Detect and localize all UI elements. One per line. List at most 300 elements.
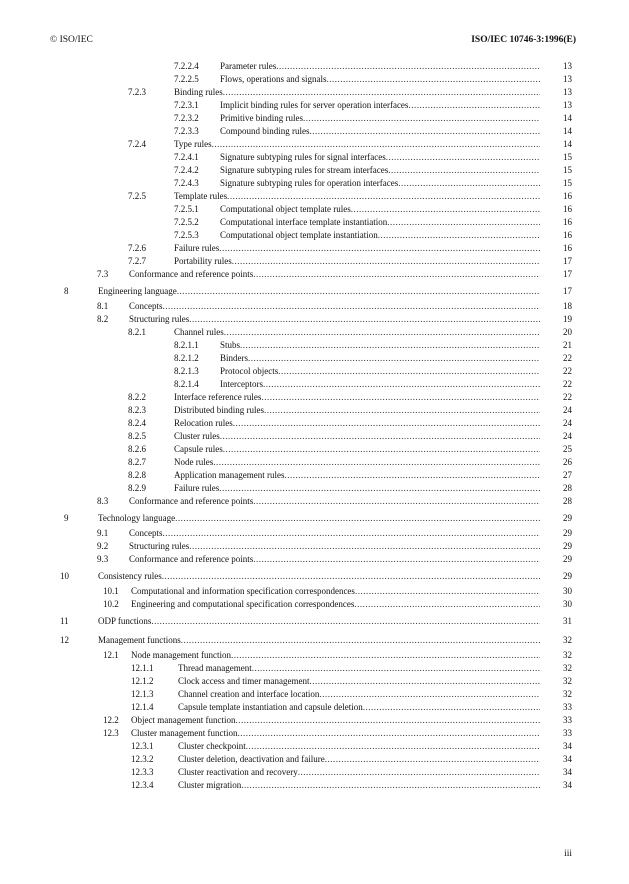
toc-entry-title-line (178, 779, 540, 792)
toc-entry-title[interactable]: Cluster checkpoint (178, 741, 246, 751)
toc-entry-page: 14 (563, 126, 572, 136)
toc-entry-page: 15 (563, 165, 572, 175)
toc-entry-page: 17 (563, 286, 572, 296)
dot-leader (219, 242, 540, 255)
toc-entry-title-line (129, 268, 540, 281)
dot-leader (177, 285, 540, 298)
toc-entry-title[interactable]: Structuring rules (129, 314, 190, 324)
toc-entry[interactable] (0, 60, 629, 73)
toc-entry-title[interactable]: Conformance and reference points (129, 269, 254, 279)
dot-leader (310, 125, 541, 138)
toc-entry[interactable] (0, 482, 629, 495)
toc-entry[interactable] (0, 527, 629, 540)
toc-entry-title-line (98, 285, 540, 298)
toc-entry-title[interactable]: Engineering language (98, 286, 177, 296)
toc-entry-page: 13 (563, 100, 572, 110)
toc-entry-title-line (178, 688, 540, 701)
toc-entry-title[interactable]: Signature subtyping rules for signal interfaces (220, 152, 386, 162)
toc-entry-number: 8.3 (97, 496, 109, 506)
toc-entry[interactable] (0, 203, 629, 216)
toc-entry-page: 33 (563, 702, 572, 712)
toc-entry[interactable] (0, 86, 629, 99)
toc-entry-page: 22 (563, 392, 572, 402)
toc-entry-number: 8.2.4 (128, 418, 146, 428)
toc-entry-number: 12.1.3 (131, 689, 154, 699)
dot-leader (253, 268, 540, 281)
toc-entry[interactable] (0, 649, 629, 662)
toc-entry[interactable] (0, 339, 629, 352)
header-standard-id: ISO/IEC 10746-3:1996(E) (471, 35, 576, 45)
toc-entry-page: 14 (563, 113, 572, 123)
toc-entry-title[interactable]: Computational and information specification correspondences (131, 586, 355, 596)
dot-leader (378, 229, 540, 242)
dot-leader (387, 216, 540, 229)
toc-entry-title[interactable]: Binding rules (174, 87, 223, 97)
toc-entry[interactable] (0, 714, 629, 727)
toc-entry[interactable] (0, 112, 629, 125)
toc-entry-title-line (178, 701, 540, 714)
toc-entry[interactable] (0, 740, 629, 753)
toc-entry-title[interactable]: Cluster management function (131, 728, 238, 738)
toc-entry-number: 7.2.5.1 (174, 204, 199, 214)
toc-entry-title-line (174, 456, 540, 469)
toc-entry-title[interactable]: Implicit binding rules for server operation interfaces (220, 100, 409, 110)
dot-leader (278, 365, 540, 378)
toc-entry[interactable] (0, 404, 629, 417)
toc-entry-number: 7.2.4.1 (174, 152, 199, 162)
dot-leader (220, 430, 540, 443)
toc-entry-page: 17 (563, 269, 572, 279)
toc-entry-title[interactable]: Signature subtyping rules for stream interfaces (220, 165, 389, 175)
toc-entry[interactable] (0, 675, 629, 688)
toc-entry-number: 8.2.9 (128, 483, 146, 493)
toc-entry-title-line (98, 615, 540, 628)
toc-entry[interactable] (0, 469, 629, 482)
toc-entry-page: 13 (563, 74, 572, 84)
toc-entry-title[interactable]: Capsule template instantiation and capsule deletion (178, 702, 363, 712)
toc-entry-title-line (178, 753, 540, 766)
toc-entry-title-line (129, 527, 540, 540)
toc-entry-number: 7.2.7 (128, 256, 146, 266)
toc-entry-page: 32 (563, 663, 572, 673)
toc-entry[interactable] (0, 727, 629, 740)
toc-entry[interactable] (0, 598, 629, 611)
toc-entry-title-line (174, 326, 540, 339)
toc-entry[interactable] (0, 242, 629, 255)
toc-entry-title-line (220, 203, 540, 216)
toc-entry-title[interactable]: Computational object template rules (220, 204, 351, 214)
toc-entry-number: 7.2.2.4 (174, 61, 199, 71)
toc-entry-title[interactable]: Signature subtyping rules for operation interfaces (220, 178, 399, 188)
toc-entry-number: 7.2.3 (128, 87, 146, 97)
toc-entry[interactable] (0, 300, 629, 313)
dot-leader (235, 714, 540, 727)
toc-entry[interactable] (0, 313, 629, 326)
toc-entry[interactable] (0, 540, 629, 553)
toc-entry[interactable] (0, 779, 629, 792)
toc-entry-title[interactable]: Computational interface template instantiation (220, 217, 388, 227)
header-copyright: © ISO/IEC (50, 35, 93, 45)
toc-entry[interactable] (0, 285, 629, 298)
dot-leader (212, 138, 540, 151)
toc-entry-page: 25 (563, 444, 572, 454)
toc-entry[interactable] (0, 456, 629, 469)
dot-leader (224, 326, 540, 339)
page-number: iii (564, 849, 572, 859)
toc-entry[interactable] (0, 190, 629, 203)
toc-entry-title[interactable]: Conformance and reference points (129, 496, 254, 506)
toc-entry-title-line (220, 216, 540, 229)
toc-entry[interactable] (0, 125, 629, 138)
toc-entry-number: 8.2.1.1 (174, 340, 199, 350)
toc-entry-page: 21 (563, 340, 572, 350)
dot-leader (162, 570, 540, 583)
toc-entry-title[interactable]: Cluster rules (174, 431, 220, 441)
toc-entry[interactable] (0, 177, 629, 190)
toc-entry-page: 26 (563, 457, 572, 467)
toc-entry[interactable] (0, 391, 629, 404)
toc-entry-number: 7.2.4 (128, 139, 146, 149)
toc-entry[interactable] (0, 495, 629, 508)
toc-entry-number: 8.2.3 (128, 405, 146, 415)
toc-entry-page: 18 (563, 301, 572, 311)
dot-leader (355, 585, 540, 598)
toc-entry-title-line (220, 339, 540, 352)
toc-entry-number: 10.2 (103, 599, 119, 609)
toc-entry-page: 22 (563, 379, 572, 389)
toc-entry[interactable] (0, 326, 629, 339)
toc-entry-page: 32 (563, 676, 572, 686)
toc-entry-page: 29 (563, 541, 572, 551)
toc-entry-title[interactable]: Stubs (220, 340, 241, 350)
toc-entry[interactable] (0, 417, 629, 430)
toc-entry-title[interactable]: Clock access and timer management (178, 676, 310, 686)
dot-leader (386, 151, 540, 164)
toc-entry-title[interactable]: Capsule rules (174, 444, 223, 454)
toc-entry-page: 16 (563, 230, 572, 240)
toc-entry-title[interactable]: Technology language (98, 513, 176, 523)
toc-entry-title-line (220, 378, 540, 391)
dot-leader (189, 540, 540, 553)
toc-entry-title[interactable]: Node management function (131, 650, 231, 660)
dot-leader (284, 469, 540, 482)
toc-entry[interactable] (0, 634, 629, 647)
toc-entry[interactable] (0, 753, 629, 766)
toc-entry-number: 7.2.2.5 (174, 74, 199, 84)
toc-entry-page: 30 (563, 586, 572, 596)
dot-leader (408, 99, 540, 112)
toc-entry[interactable] (0, 151, 629, 164)
toc-entry-title-line (220, 73, 540, 86)
toc-entry-page: 16 (563, 217, 572, 227)
toc-entry-title[interactable]: Channel creation and interface location (178, 689, 320, 699)
toc-entry-page: 32 (563, 650, 572, 660)
toc-entry-title-line (220, 229, 540, 242)
toc-entry-title-line (220, 164, 540, 177)
toc-entry-title[interactable]: Structuring rules (129, 541, 190, 551)
toc-entry-page: 34 (563, 741, 572, 751)
toc-entry-title-line (129, 553, 540, 566)
toc-entry-number: 7.2.3.2 (174, 113, 199, 123)
toc-entry-title-line (174, 417, 540, 430)
toc-entry-title[interactable]: Flows, operations and signals (220, 74, 327, 84)
dot-leader (263, 378, 540, 391)
toc-entry-page: 24 (563, 405, 572, 415)
toc-entry[interactable] (0, 553, 629, 566)
toc-entry-title-line (220, 151, 540, 164)
dot-leader (246, 740, 540, 753)
toc-entry-title[interactable]: Failure rules (174, 243, 220, 253)
toc-entry-title-line (131, 649, 540, 662)
toc-entry-title[interactable]: Type rules (174, 139, 212, 149)
toc-entry-number: 8.2.1.2 (174, 353, 199, 363)
toc-entry-number: 9.2 (97, 541, 109, 551)
dot-leader (213, 456, 540, 469)
toc-entry-number: 12.1.2 (131, 676, 154, 686)
dot-leader (253, 553, 540, 566)
toc-entry-title[interactable]: Relocation rules (174, 418, 233, 428)
toc-entry-title[interactable]: Cluster reactivation and recovery (178, 767, 298, 777)
dot-leader (351, 203, 540, 216)
toc-entry-title-line (220, 352, 540, 365)
dot-leader (276, 60, 540, 73)
toc-entry[interactable] (0, 365, 629, 378)
toc-entry-number: 10 (60, 571, 69, 581)
dot-leader (327, 73, 541, 86)
toc-entry-title[interactable]: Primitive binding rules (220, 113, 303, 123)
toc-entry[interactable] (0, 662, 629, 675)
dot-leader (163, 300, 541, 313)
toc-entry-title-line (131, 714, 540, 727)
toc-entry-number: 7.2.5.3 (174, 230, 199, 240)
toc-entry-number: 8.2.1 (128, 327, 146, 337)
toc-entry-title[interactable]: Parameter rules (220, 61, 277, 71)
dot-leader (264, 404, 540, 417)
toc-entry-title[interactable]: Engineering and computational specification correspondences (131, 599, 355, 609)
dot-leader (298, 766, 540, 779)
dot-leader (175, 512, 540, 525)
toc-entry-title-line (174, 443, 540, 456)
toc-entry-number: 8.2.7 (128, 457, 146, 467)
dot-leader (303, 112, 540, 125)
toc-entry-page: 34 (563, 767, 572, 777)
toc-entry-number: 12.1 (103, 650, 119, 660)
toc-entry-page: 28 (563, 483, 572, 493)
toc-entry-number: 12.1.1 (131, 663, 154, 673)
toc-entry-number: 7.2.4.3 (174, 178, 199, 188)
toc-entry-page: 32 (563, 635, 572, 645)
toc-entry-title[interactable]: Thread management (178, 663, 252, 673)
toc-entry[interactable] (0, 443, 629, 456)
toc-entry-page: 19 (563, 314, 572, 324)
toc-entry-page: 34 (563, 754, 572, 764)
toc-entry-title[interactable]: Channel rules (174, 327, 224, 337)
toc-entry-number: 7.2.5 (128, 191, 146, 201)
dot-leader (240, 339, 540, 352)
toc-entry-page: 16 (563, 243, 572, 253)
dot-leader (241, 779, 540, 792)
toc-entry-page: 29 (563, 513, 572, 523)
toc-entry-title[interactable]: Concepts (129, 301, 163, 311)
toc-entry-title[interactable]: Consistency rules (98, 571, 162, 581)
toc-entry-title[interactable]: Binders (220, 353, 248, 363)
dot-leader (237, 727, 540, 740)
toc-entry[interactable] (0, 216, 629, 229)
toc-entry-title[interactable]: Cluster deletion, deactivation and failure (178, 754, 325, 764)
dot-leader (398, 177, 540, 190)
toc-entry[interactable] (0, 255, 629, 268)
toc-entry-title-line (174, 482, 540, 495)
toc-entry-page: 22 (563, 366, 572, 376)
toc-entry-number: 7.2.4.2 (174, 165, 199, 175)
toc-entry-page: 28 (563, 496, 572, 506)
toc-entry-title-line (174, 190, 540, 203)
toc-entry-title-line (220, 365, 540, 378)
toc-entry-number: 10.1 (103, 586, 119, 596)
toc-entry-title-line (129, 300, 540, 313)
toc-entry[interactable] (0, 164, 629, 177)
toc-entry-number: 12 (60, 635, 69, 645)
dot-leader (261, 391, 540, 404)
toc-entry-title[interactable]: Distributed binding rules (174, 405, 264, 415)
toc-entry[interactable] (0, 570, 629, 583)
toc-entry-title-line (131, 598, 540, 611)
dot-leader (151, 615, 540, 628)
toc-entry-number: 8.2.2 (128, 392, 146, 402)
toc-entry-title-line (178, 662, 540, 675)
toc-entry-title[interactable]: Template rules (174, 191, 228, 201)
toc-entry-title[interactable]: Application management rules (174, 470, 285, 480)
toc-entry-title[interactable]: Cluster migration (178, 780, 242, 790)
dot-leader (388, 164, 540, 177)
dot-leader (219, 482, 540, 495)
toc-entry-number: 11 (60, 616, 69, 626)
toc-entry-title[interactable]: ODP functions (98, 616, 152, 626)
toc-entry-title[interactable]: Interface reference rules (174, 392, 262, 402)
dot-leader (319, 688, 540, 701)
toc-entry-title-line (220, 112, 540, 125)
toc-entry-number: 8.2.1.4 (174, 379, 199, 389)
toc-entry-number: 7.2.3.3 (174, 126, 199, 136)
toc-entry[interactable] (0, 138, 629, 151)
toc-entry-title[interactable]: Management functions (98, 635, 181, 645)
toc-entry-title[interactable]: Compound binding rules (220, 126, 310, 136)
toc-entry[interactable] (0, 430, 629, 443)
toc-entry-title-line (178, 740, 540, 753)
toc-entry[interactable] (0, 766, 629, 779)
toc-entry-title[interactable]: Failure rules (174, 483, 220, 493)
toc-entry-number: 9 (64, 513, 69, 523)
toc-entry[interactable] (0, 585, 629, 598)
toc-entry-title-line (129, 540, 540, 553)
toc-entry-title[interactable]: Conformance and reference points (129, 554, 254, 564)
toc-entry[interactable] (0, 701, 629, 714)
dot-leader (233, 417, 540, 430)
toc-entry-number: 7.2.5.2 (174, 217, 199, 227)
toc-entry[interactable] (0, 688, 629, 701)
toc-entry-title-line (131, 585, 540, 598)
toc-entry-title-line (220, 99, 540, 112)
toc-entry-page: 16 (563, 191, 572, 201)
toc-entry-title-line (98, 512, 540, 525)
toc-entry-number: 8.2.8 (128, 470, 146, 480)
toc-entry-page: 29 (563, 571, 572, 581)
toc-entry-page: 15 (563, 152, 572, 162)
toc-entry-title-line (98, 570, 540, 583)
toc-entry-title-line (174, 255, 540, 268)
toc-entry[interactable] (0, 229, 629, 242)
dot-leader (231, 649, 540, 662)
dot-leader (227, 190, 540, 203)
toc-entry-title-line (174, 242, 540, 255)
toc-entry-page: 31 (563, 616, 572, 626)
toc-entry-number: 12.2 (103, 715, 119, 725)
toc-entry-number: 8.2.1.3 (174, 366, 199, 376)
toc-entry-page: 15 (563, 178, 572, 188)
toc-entry-number: 8.2.6 (128, 444, 146, 454)
toc-entry-title-line (174, 404, 540, 417)
toc-entry-title-line (220, 60, 540, 73)
dot-leader (252, 662, 540, 675)
toc-entry-number: 7.2.6 (128, 243, 146, 253)
toc-entry[interactable] (0, 615, 629, 628)
toc-entry-title[interactable]: Interceptors (220, 379, 263, 389)
toc-entry-title-line (129, 313, 540, 326)
toc-entry-title-line (174, 86, 540, 99)
toc-entry-title[interactable]: Protocol objects (220, 366, 279, 376)
toc-entry-number: 12.1.4 (131, 702, 154, 712)
toc-entry[interactable] (0, 73, 629, 86)
toc-entry-number: 9.3 (97, 554, 109, 564)
toc-entry-page: 13 (563, 61, 572, 71)
toc-entry[interactable] (0, 378, 629, 391)
toc-entry-page: 24 (563, 431, 572, 441)
toc-entry-page: 32 (563, 689, 572, 699)
toc-entry-title-line (174, 391, 540, 404)
toc-entry-title[interactable]: Concepts (129, 528, 163, 538)
toc-entry[interactable] (0, 352, 629, 365)
toc-entry-title[interactable]: Object management function (131, 715, 236, 725)
toc-entry-title[interactable]: Node rules (174, 457, 214, 467)
toc-entry-number: 12.3 (103, 728, 119, 738)
dot-leader (181, 634, 540, 647)
dot-leader (363, 701, 540, 714)
dot-leader (232, 255, 540, 268)
toc-entry-number: 8.2 (97, 314, 109, 324)
toc-entry-title-line (178, 766, 540, 779)
toc-entry-title-line (174, 430, 540, 443)
toc-entry-page: 14 (563, 139, 572, 149)
toc-entry-title-line (98, 634, 540, 647)
dot-leader (163, 527, 541, 540)
toc-entry[interactable] (0, 512, 629, 525)
toc-entry-page: 30 (563, 599, 572, 609)
dot-leader (248, 352, 540, 365)
toc-entry-page: 33 (563, 715, 572, 725)
toc-entry-page: 13 (563, 87, 572, 97)
dot-leader (253, 495, 540, 508)
toc-entry-title-line (220, 125, 540, 138)
toc-entry-number: 8.1 (97, 301, 109, 311)
toc-entry-number: 9.1 (97, 528, 109, 538)
toc-entry[interactable] (0, 268, 629, 281)
toc-entry[interactable] (0, 99, 629, 112)
toc-entry-title-line (174, 138, 540, 151)
toc-entry-title[interactable]: Computational object template instantiation (220, 230, 378, 240)
toc-entry-title[interactable]: Portability rules (174, 256, 232, 266)
toc-entry-page: 27 (563, 470, 572, 480)
dot-leader (223, 86, 540, 99)
